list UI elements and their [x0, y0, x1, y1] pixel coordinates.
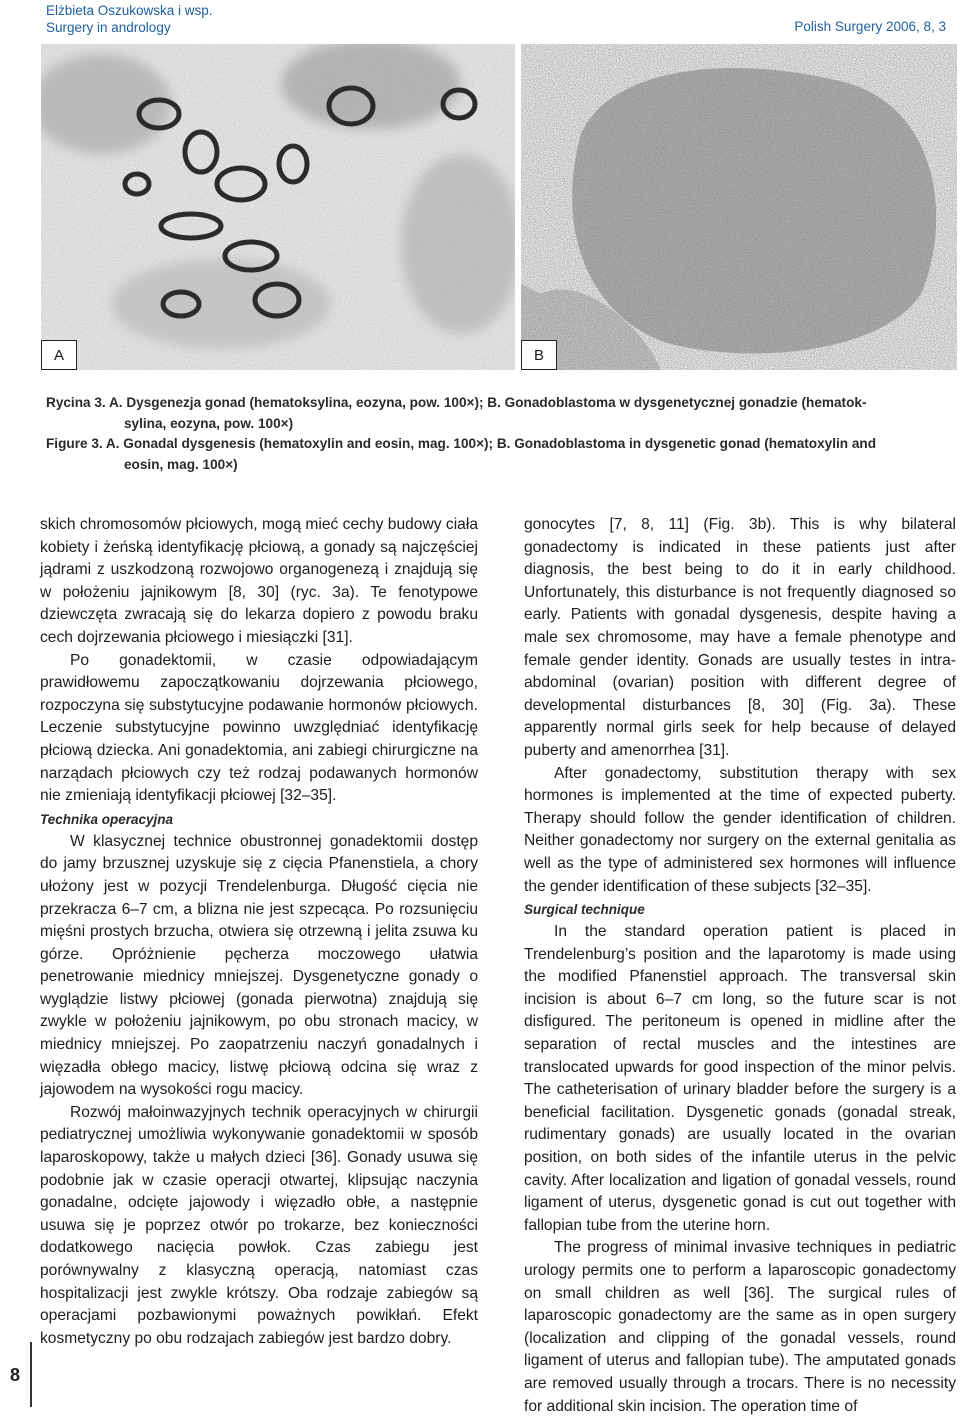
- en-paragraph-2: After gonadectomy, substitution therapy with sex hormones is implemented at the time of expected puberty. Therapy should follow the gender identification of children. Neither gonadectomy nor surgery on the external genitalia as well as the type of administered sex hormones will influence the gender identification of these subjects [32–35].: [524, 764, 956, 895]
- en-paragraph-1: gonocytes [7, 8, 11] (Fig. 3b). This is why bilateral gonadectomy is indicated in these patients just after diagnosis, the best being to do it in early childhood. Unfortunately, this disturbance is not frequently diagnosed so early. Patients with gonadal dysgenesis, despite having a male sex chromosome, may have a female phenotype and female gender identity. Gonads are usually testes in intra-abdominal (ovarian) position with different degree of developmental disturbances [8, 30] (Fig. 3a). These apparently normal girls seek for help because of delayed puberty and amenorrhea [31].: [524, 516, 956, 759]
- header-authors: Elżbieta Oszukowska i wsp.: [46, 3, 213, 18]
- caption-en-line-1: Figure 3. A. Gonadal dysgenesis (hematoxylin and eosin, mag. 100×); B. Gonadoblastoma in dysgenetic gonad (hematoxylin and: [46, 436, 877, 451]
- caption-pl-line-1: Rycina 3. A. Dysgenezja gonad (hematoksylina, eozyna, pow. 100×); B. Gonadoblastoma w dysgenetycznej gonadzie (hematok-: [46, 395, 867, 410]
- en-paragraph-4: The progress of minimal invasive techniques in pediatric urology permits one to perform a laparoscopic gonadectomy on small children as well [36]. The surgical rules of laparoscopic gonadectomy are the same as in open surgery (localization and clipping of the gonadal vessels, round ligament of uterus and fallopian tube). The amputated gonads are removed usually through a trocars. There is no necessity for additional skin incision. The operation time of: [524, 1239, 956, 1415]
- figure-caption-english: [46, 434, 956, 475]
- figure-panel-a: [41, 44, 515, 370]
- header-journal: Polish Surgery 2006, 8, 3: [794, 19, 946, 34]
- figure-panel-b: [521, 44, 957, 370]
- caption-pl-line-2: sylina, eozyna, pow. 100×): [124, 415, 294, 431]
- pl-section-heading: Technika operacyjna: [40, 811, 174, 827]
- micrograph-a-image: [41, 44, 515, 370]
- figure-caption-polish: [46, 393, 956, 434]
- left-column-polish: [40, 514, 478, 1350]
- running-header: [46, 2, 213, 36]
- en-paragraph-3: In the standard operation patient is placed in Trendelenburg’s position and the laparotomy is made using the modified Pfanenstiel approach. The transversal skin incision is about 6–7 cm long, so the future scar is not disfigured. The peritoneum is opened in midline after the separation of rectal muscles and the intestines are translocated upwards for good inspection of the minor pelvis. The catheterisation of urinary bladder before the surgery is a beneficial facilitation. Dysgenetic gonads (gonadal streak, rudimentary gonads) are usually located in the ovarian position, on both sides of the infantile uterus in the pelvic cavity. After localization and ligation of gonadal vessels, round ligament of uterus, dysgenetic gonad is cut out together with fallopian tube from the uterine horn.: [524, 923, 956, 1234]
- pl-paragraph-4: Rozwój małoinwazyjnych technik operacyjnych w chirurgii pediatrycznej umożliwia wykonywanie gonadektomii w sposób laparoskopowy, także u małych dzieci [36]. Gonady usuwa się podobnie jak w czasie operacji otwartej, klipsując naczynia gonadalne, odcięte jajowody i więzadło obłe, a następnie usuwa się je poprzez otwór po trokarze, bez konieczności dodatkowego nacięcia powłok. Czas zabiegu jest porównywalny z klasyczną operacją, natomiast czas hospitalizacji jest zwykle krótszy. Oba rodzaje zabiegów są operacjami pozbawionymi poważnych powikłań. Efekt kosmetyczny po obu rodzajach zabiegów jest bardzo dobry.: [40, 1103, 478, 1347]
- micrograph-b-image: [521, 44, 957, 370]
- caption-en-line-2: eosin, mag. 100×): [124, 456, 238, 472]
- page-number: 8: [9, 1365, 20, 1385]
- en-section-heading: Surgical technique: [524, 902, 645, 918]
- header-title: Surgery in andrology: [46, 20, 171, 35]
- pl-paragraph-2: Po gonadektomii, w czasie odpowiadającym prawidłowemu zapoczątkowaniu dojrzewania płciowego, rozpoczyna się substytucyjne podawanie hormonów płciowych. Leczenie substytucyjne powinno uwzględniać identyfikację płciową dziecka. Ani gonadektomia, ani zabiegi chirurgiczne na narządach płciowych czy też rodzaj podawanych hormonów nie zmieniają identyfikacji płciowej [32–35].: [40, 651, 478, 805]
- panel-label-a: A: [41, 340, 77, 370]
- page-number-divider: [30, 1342, 32, 1407]
- panel-label-b: B: [521, 340, 557, 370]
- pl-paragraph-3: W klasycznej technice obustronnej gonadektomii dostęp do jamy brzusznej uzyskuje się z cięcia Pfanenstiela, a chory ułożony jest w pozycji Trendelenburga. Długość cięcia nie przekracza 6–7 cm, a blizna nie jest szpecąca. Po rozsunięciu mięśni prostych brzucha, otwiera się otrzewną i jelita zsuwa ku górze. Opróżnienie pęcherza moczowego ułatwia penetrowanie miednicy mniejszej. Dysgenetyczne gonady o wyglądzie listwy płciowej (gonada pierwotna) znajdują się zwykle w położeniu jajnikowym, po obu stronach macicy, w miednicy mniejszej. Po zaopatrzeniu naczyń gonadalnych i więzadła obłego macicy, listwę płciową odcina się wraz z jajowodem na wysokości rogu macicy.: [40, 832, 478, 1099]
- pl-paragraph-1: skich chromosomów płciowych, mogą mieć cechy budowy ciała kobiety i żeńską identyfikację płciową, a gonady są najczęściej jądrami z uszkodzoną rozwojowo organogenezą i znajdują się w położeniu jajnikowym [8, 30] (ryc. 3a). Te fenotypowe dziewczęta zwracają się do lekarza dopiero z powodu braku cech dojrzewania płciowego i miesiączki [31].: [40, 516, 478, 646]
- right-column-english: [524, 514, 956, 1418]
